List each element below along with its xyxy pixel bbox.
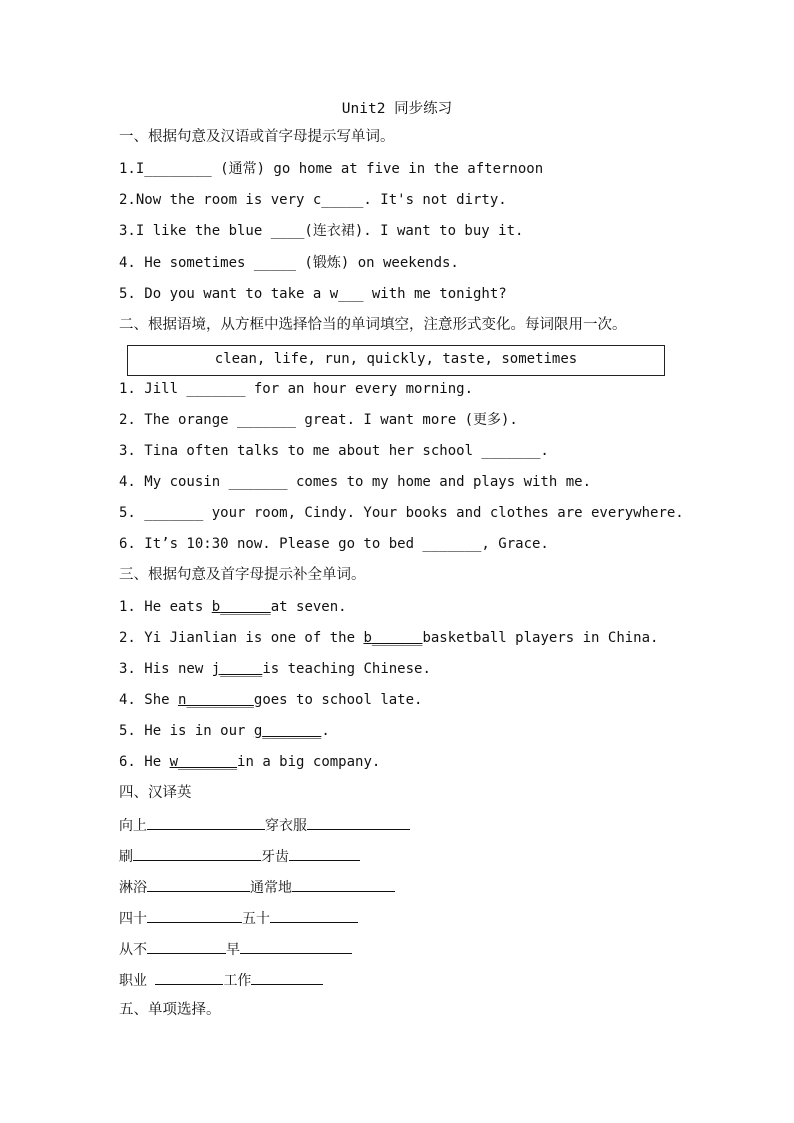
s4-row-4-blank-b <box>270 908 358 923</box>
s1-item-5: 5. Do you want to take a w___ with me tonight? <box>119 286 507 302</box>
s3-item-3-letter: j <box>211 661 221 677</box>
s4-row-3-blank-b <box>292 877 395 892</box>
word-bank-words: clean, life, run, quickly, taste, sometimes <box>214 351 578 367</box>
s3-item-5-text: 5. He is in our <box>119 723 254 739</box>
section-5-heading: 五、单项选择。 <box>119 1002 221 1018</box>
s3-item-6-text: 6. He <box>119 754 170 770</box>
section-1-heading: 一、根据句意及汉语或首字母提示写单词。 <box>119 129 395 145</box>
s4-row-6 <box>119 970 323 990</box>
s3-item-6-letter: w <box>169 754 179 770</box>
s1-item-3: 3.I like the blue ____(连衣裙). I want to buy it. <box>119 223 524 239</box>
s4-row-6-blank-b <box>251 970 323 985</box>
s3-item-3-blank: _____ <box>220 661 263 677</box>
s3-item-3-text: 3. His new <box>119 661 212 677</box>
s3-item-2-end: basketball players in China. <box>422 630 659 646</box>
s2-item-1: 1. Jill _______ for an hour every morning. <box>119 381 474 397</box>
s3-item-6 <box>119 753 380 771</box>
s4-row-1-a: 向上 <box>119 818 147 834</box>
s3-item-2 <box>119 629 658 647</box>
s3-item-5-blank: _______ <box>262 723 322 739</box>
s3-item-5-letter: g <box>253 723 263 739</box>
s3-item-5 <box>119 722 330 740</box>
page-title: Unit2 同步练习 <box>341 101 453 117</box>
s3-item-4-text: 4. She <box>119 692 179 708</box>
s4-row-5-b: 早 <box>226 942 240 958</box>
s1-item-2: 2.Now the room is very c_____. It's not dirty. <box>119 192 507 208</box>
s3-item-4-blank: ________ <box>186 692 254 708</box>
s2-item-4: 4. My cousin _______ comes to my home and plays with me. <box>119 474 592 490</box>
s4-row-3 <box>119 877 395 897</box>
s4-row-2-b: 牙齿 <box>261 849 289 865</box>
s4-row-2-a: 刷 <box>119 849 133 865</box>
section-4-heading: 四、汉译英 <box>119 785 192 801</box>
s4-row-4-blank-a <box>147 908 242 923</box>
s4-row-3-a: 淋浴 <box>119 880 147 896</box>
s4-row-6-b: 工作 <box>223 973 252 989</box>
s3-item-2-blank: ______ <box>371 630 423 646</box>
word-bank-box <box>127 345 665 376</box>
s2-item-6: 6. It’s 10:30 now. Please go to bed _______, Grace. <box>119 536 549 552</box>
s3-item-1-text: 1. He eats <box>119 599 212 615</box>
s3-item-3 <box>119 660 431 678</box>
s4-row-5-a: 从不 <box>119 942 147 958</box>
s4-row-4-a: 四十 <box>119 911 147 927</box>
s3-item-4-letter: n <box>178 692 187 708</box>
s4-row-5 <box>119 939 352 959</box>
section-2-heading: 二、根据语境，从方框中选择恰当的单词填空，注意形式变化。每词限用一次。 <box>119 317 627 333</box>
s4-row-3-blank-a <box>147 877 250 892</box>
s4-row-2 <box>119 846 360 866</box>
s4-row-1-b: 穿衣服 <box>265 818 307 834</box>
s3-item-2-text: 2. Yi Jianlian is one of the <box>119 630 364 646</box>
section-3-heading: 三、根据句意及首字母提示补全单词。 <box>119 567 366 583</box>
s3-item-1-letter: b <box>211 599 221 615</box>
s2-item-5: 5. _______ your room, Cindy. Your books and clothes are everywhere. <box>119 505 684 521</box>
s4-row-5-blank-b <box>240 939 352 954</box>
s4-row-1-blank-a <box>147 815 265 830</box>
s3-item-6-blank: _______ <box>178 754 238 770</box>
s3-item-1 <box>119 598 347 616</box>
s4-row-6-a: 职业 <box>119 973 156 989</box>
s1-item-1: 1.I________ (通常) go home at five in the afternoon <box>119 161 544 177</box>
s4-row-5-blank-a <box>147 939 226 954</box>
s1-item-4: 4. He sometimes _____ (锻炼) on weekends. <box>119 255 459 271</box>
s2-item-2: 2. The orange _______ great. I want more (更多). <box>119 412 518 428</box>
s4-row-6-blank-a <box>155 970 223 985</box>
s3-item-1-end: at seven. <box>270 599 347 615</box>
s3-item-3-end: is teaching Chinese. <box>262 661 431 677</box>
s4-row-4-b: 五十 <box>242 911 270 927</box>
s3-item-4-end: goes to school late. <box>253 692 423 708</box>
s3-item-1-blank: ______ <box>220 599 271 615</box>
s2-item-3: 3. Tina often talks to me about her school _______. <box>119 443 549 459</box>
s3-item-2-letter: b <box>363 630 372 646</box>
s4-row-2-blank-b <box>289 846 360 861</box>
s4-row-3-b: 通常地 <box>250 880 292 896</box>
s3-item-6-end: in a big company. <box>237 754 381 770</box>
s4-row-4 <box>119 908 358 928</box>
s4-row-1-blank-b <box>307 815 410 830</box>
s3-item-5-end: . <box>321 723 330 739</box>
s3-item-4 <box>119 691 422 709</box>
s4-row-1 <box>119 815 410 835</box>
s4-row-2-blank-a <box>133 846 261 861</box>
